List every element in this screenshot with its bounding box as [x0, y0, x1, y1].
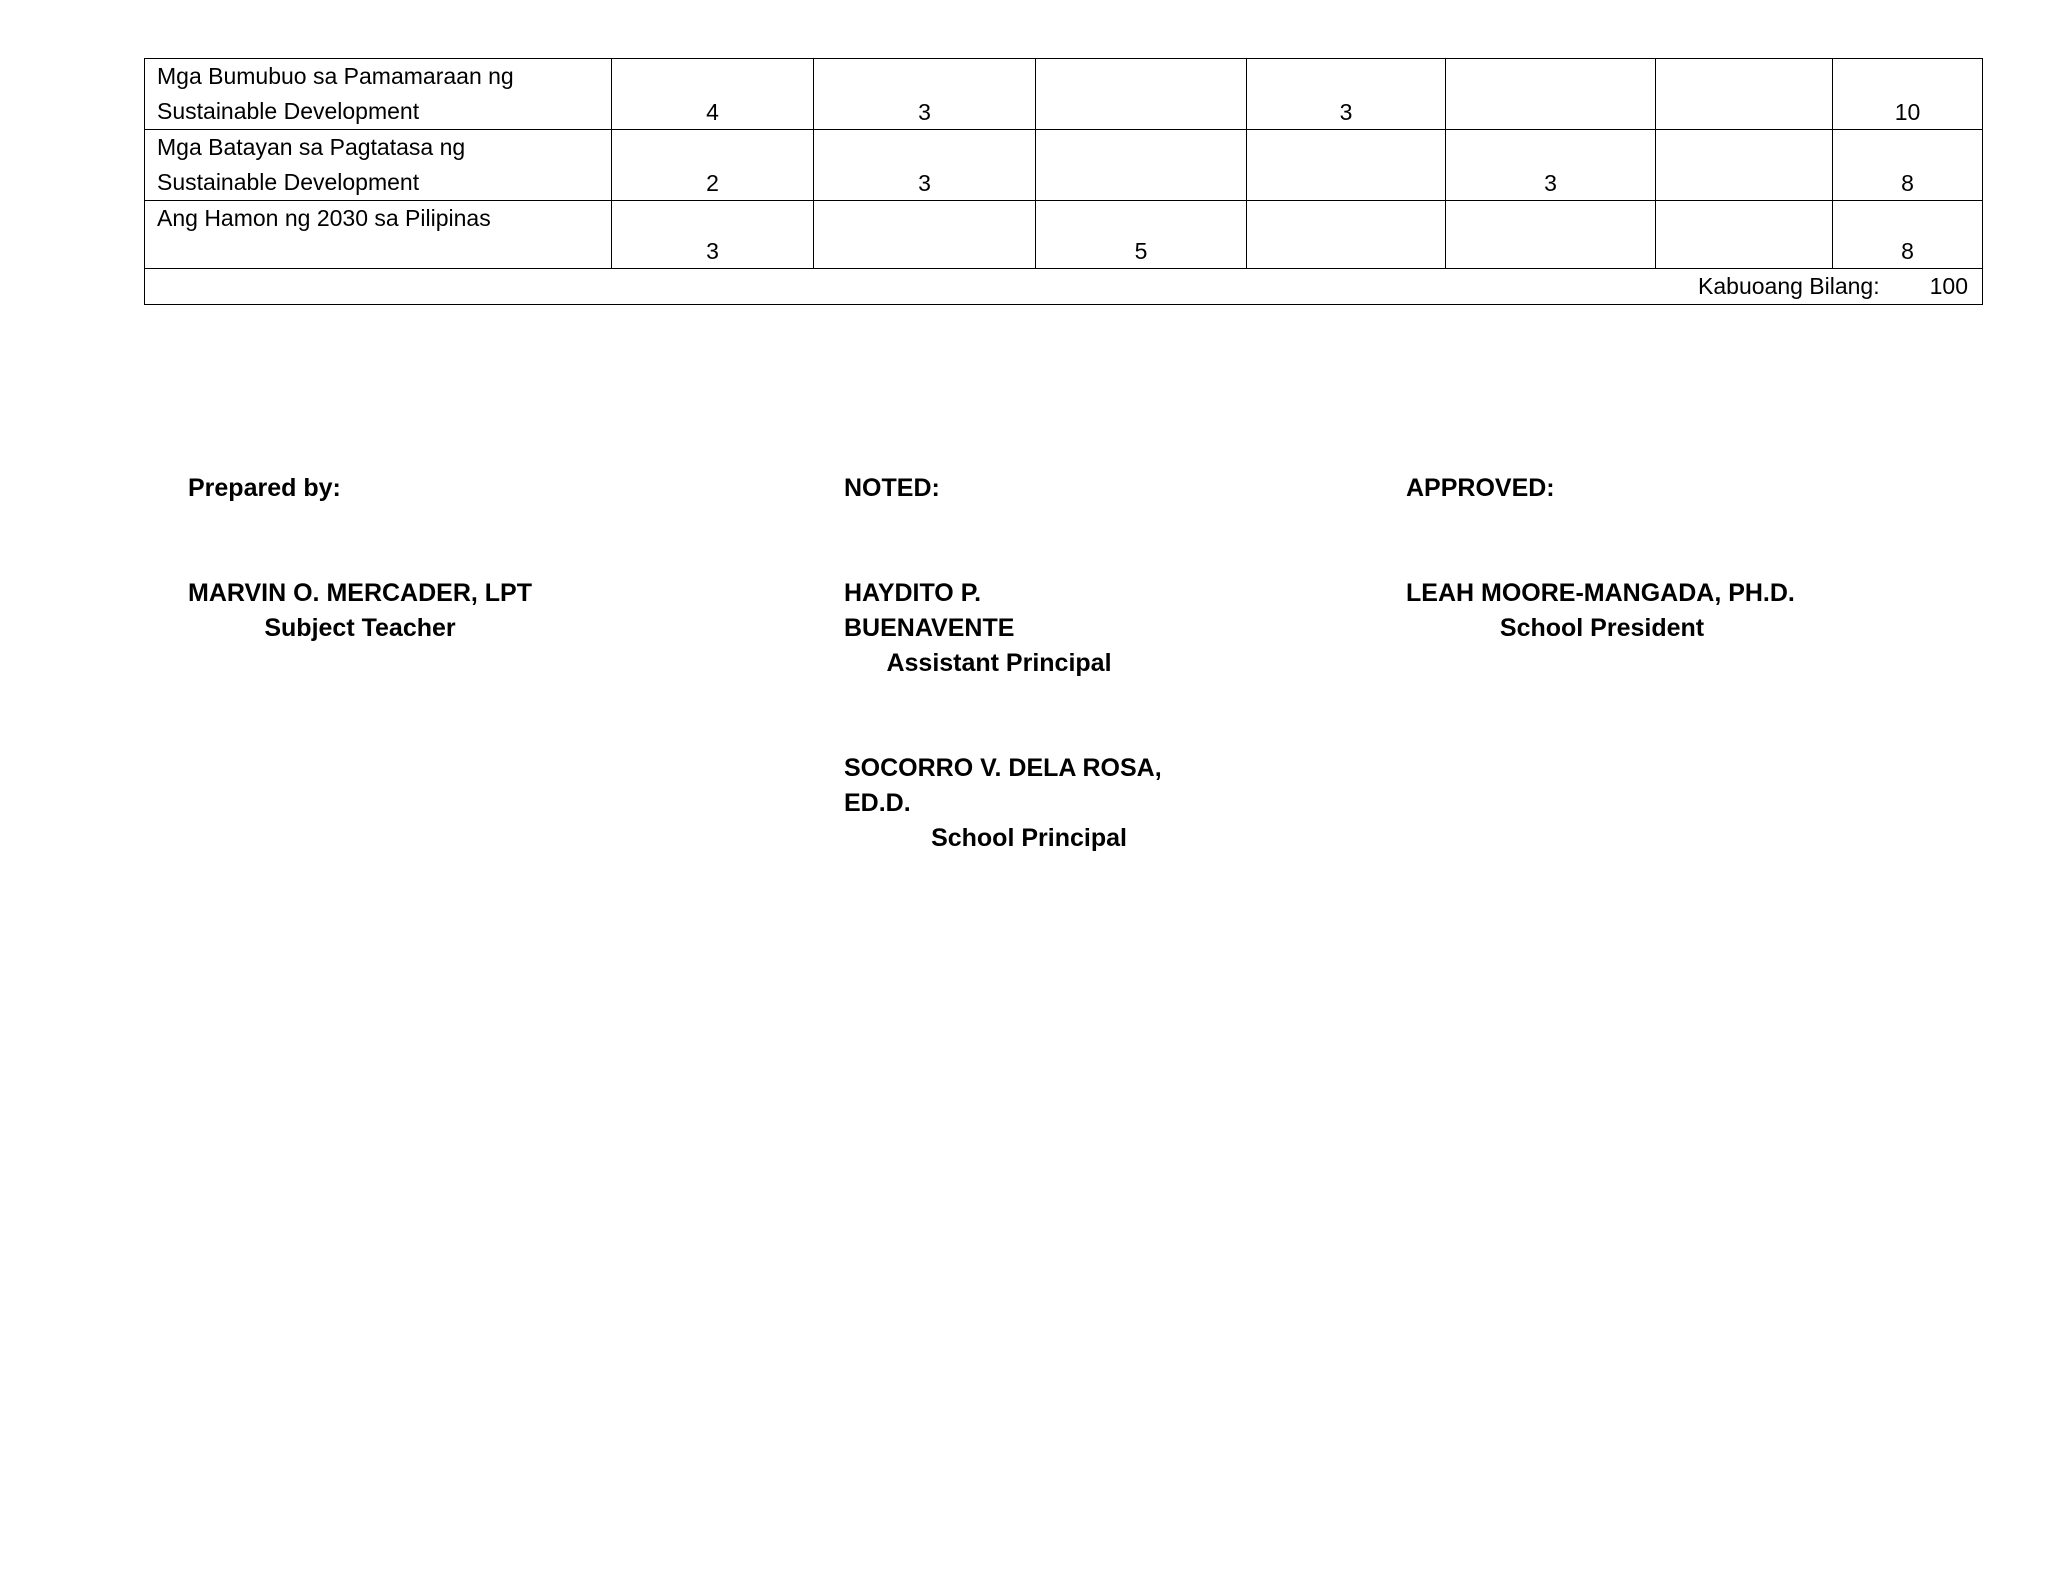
noted-block: [844, 471, 940, 506]
value-cell: [1656, 130, 1833, 201]
total-row: [145, 269, 1983, 305]
signatory-name: LEAH MOORE-MANGADA, PH.D.: [1406, 579, 1795, 607]
value-cell: 2: [612, 130, 814, 201]
prepared-by-heading: Prepared by:: [188, 474, 341, 502]
signatory-title: School President: [1499, 614, 1705, 642]
value-cell: [1656, 201, 1833, 269]
principal-signatory: [844, 751, 1214, 856]
value-cell: [814, 201, 1036, 269]
signatory-name: HAYDITO P. BUENAVENTE: [844, 579, 1015, 642]
total-label: Kabuoang Bilang:: [1698, 273, 1880, 299]
table-row: [145, 59, 1983, 130]
topic-cell: Mga Batayan sa Pagtatasa ng Sustainable Development: [145, 130, 612, 201]
signatory-title: Assistant Principal: [886, 649, 1112, 677]
table-of-specifications: [144, 58, 1983, 305]
signatory-name: MARVIN O. MERCADER, LPT: [188, 579, 532, 607]
value-cell: 3: [1446, 130, 1656, 201]
signatory-name: SOCORRO V. DELA ROSA, ED.D.: [844, 754, 1162, 817]
value-cell: 3: [1247, 59, 1446, 130]
total-cell: [145, 269, 1983, 305]
approved-signatory: [1406, 576, 1798, 646]
value-cell: [1656, 59, 1833, 130]
prepared-signatory: [188, 576, 532, 646]
value-cell: 8: [1833, 130, 1983, 201]
topic-cell: Mga Bumubuo sa Pamamaraan ng Sustainable Development: [145, 59, 612, 130]
value-cell: 3: [612, 201, 814, 269]
value-cell: [1446, 201, 1656, 269]
value-cell: 3: [814, 59, 1036, 130]
noted-signatory: [844, 576, 1154, 681]
approved-block: [1406, 471, 1555, 506]
signatory-title: School Principal: [931, 824, 1127, 852]
approved-heading: APPROVED:: [1406, 474, 1555, 502]
total-value: 100: [1929, 273, 1968, 299]
value-cell: 5: [1036, 201, 1247, 269]
value-cell: [1247, 201, 1446, 269]
noted-heading: NOTED:: [844, 474, 940, 502]
table-row: [145, 130, 1983, 201]
table-row: [145, 201, 1983, 269]
value-cell: [1446, 59, 1656, 130]
value-cell: 3: [814, 130, 1036, 201]
signatory-title: Subject Teacher: [264, 614, 456, 642]
topic-cell: Ang Hamon ng 2030 sa Pilipinas: [145, 201, 612, 269]
value-cell: 8: [1833, 201, 1983, 269]
value-cell: 10: [1833, 59, 1983, 130]
value-cell: 4: [612, 59, 814, 130]
value-cell: [1247, 130, 1446, 201]
value-cell: [1036, 59, 1247, 130]
value-cell: [1036, 130, 1247, 201]
prepared-by-block: [188, 471, 341, 506]
